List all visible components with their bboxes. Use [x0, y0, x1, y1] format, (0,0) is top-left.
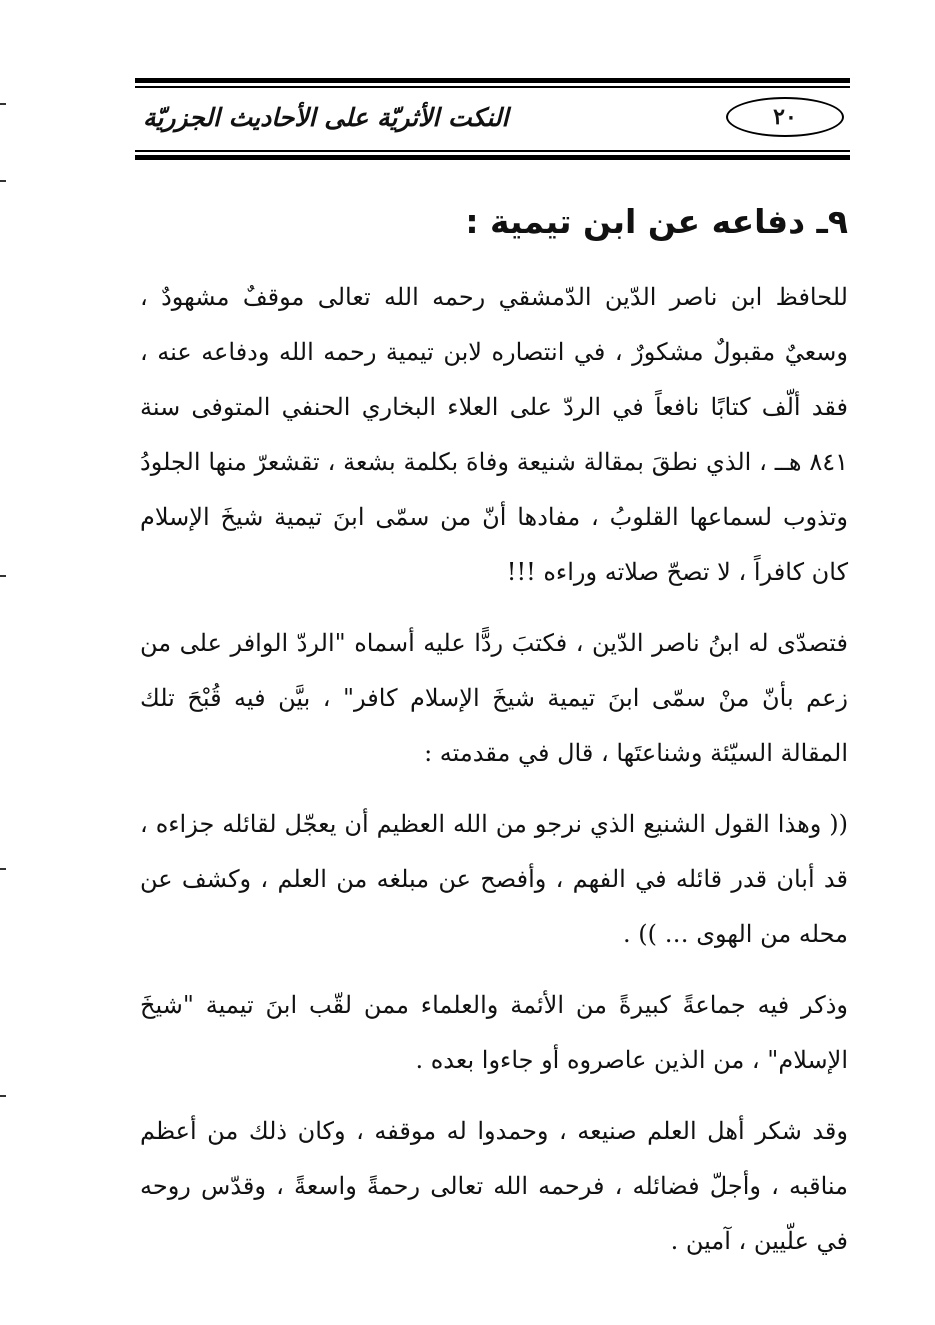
scan-margin-mark — [0, 575, 6, 577]
scan-margin-mark — [0, 103, 6, 105]
running-title: النكت الأثريّة على الأحاديث الجزريّة — [143, 102, 509, 132]
header-bottom-rule-thick — [135, 155, 850, 160]
paragraph: للحافظ ابن ناصر الدّين الدّمشقي رحمه الله تعالى موقفٌ مشهودٌ ، وسعيٌ مقبولٌ مشكورٌ ، في انتصاره لابن تيمية رحمه الله ودفاعه عنه ، فقد ألّف كتابًا نافعاً في الردّ على العلاء البخاري الحنفي المتوفى سنة ٨٤١ هــ ، الذي نطقَ بمقالة شنيعة وفاهَ بكلمة بشعة ، تقشعرّ منها الجلودُ وتذوب لسماعها القلوبُ ، مفادها أنّ من سمّى ابنَ تيمية شيخَ الإسلام كان كافراً ، لا تصحّ صلاته وراءه !!! — [140, 283, 848, 586]
header-bottom-rule-thin — [135, 150, 850, 152]
paragraph: وقد شكر أهل العلم صنيعه ، وحمدوا له موقفه ، وكان ذلك من أعظم مناقبه ، وأجلّ فضائله ، فرحمه الله تعالى رحمةً واسعةً ، وقدّس روحه في علّيين ، آمين . — [140, 1117, 848, 1255]
paragraph: فتصدّى له ابنُ ناصر الدّين ، فكتبَ ردًّا عليه أسماه "الردّ الوافر على من زعم بأنّ منْ سمّى ابنَ تيمية شيخَ الإسلام كافر" ، بيَّن فيه قُبْحَ تلك المقالة السيّئة وشناعتَها ، قال في مقدمته : — [140, 629, 848, 767]
scan-margin-mark — [0, 868, 6, 870]
page-body — [140, 192, 848, 1285]
quote-paragraph: (( وهذا القول الشنيع الذي نرجو من الله العظيم أن يعجّل لقائله جزاءه ، قد أبان قدر قائله في الفهم ، وأفصح عن مبلغه من العلم ، وكشف عن محله من الهوى … )) . — [140, 810, 848, 948]
header-top-rule-thick — [135, 78, 850, 83]
page-number-oval — [726, 97, 844, 137]
scan-margin-mark — [0, 180, 6, 182]
scan-margin-mark — [0, 1095, 6, 1097]
section-heading: ٩ـ دفاعه عن ابن تيمية : — [465, 202, 848, 241]
paragraph: وذكر فيه جماعةً كبيرةً من الأئمة والعلماء ممن لقّب ابنَ تيمية "شيخَ الإسلام" ، من الذين عاصروه أو جاءوا بعده . — [140, 991, 848, 1074]
page-number: ٢٠ — [773, 104, 797, 130]
page-header — [135, 86, 850, 148]
